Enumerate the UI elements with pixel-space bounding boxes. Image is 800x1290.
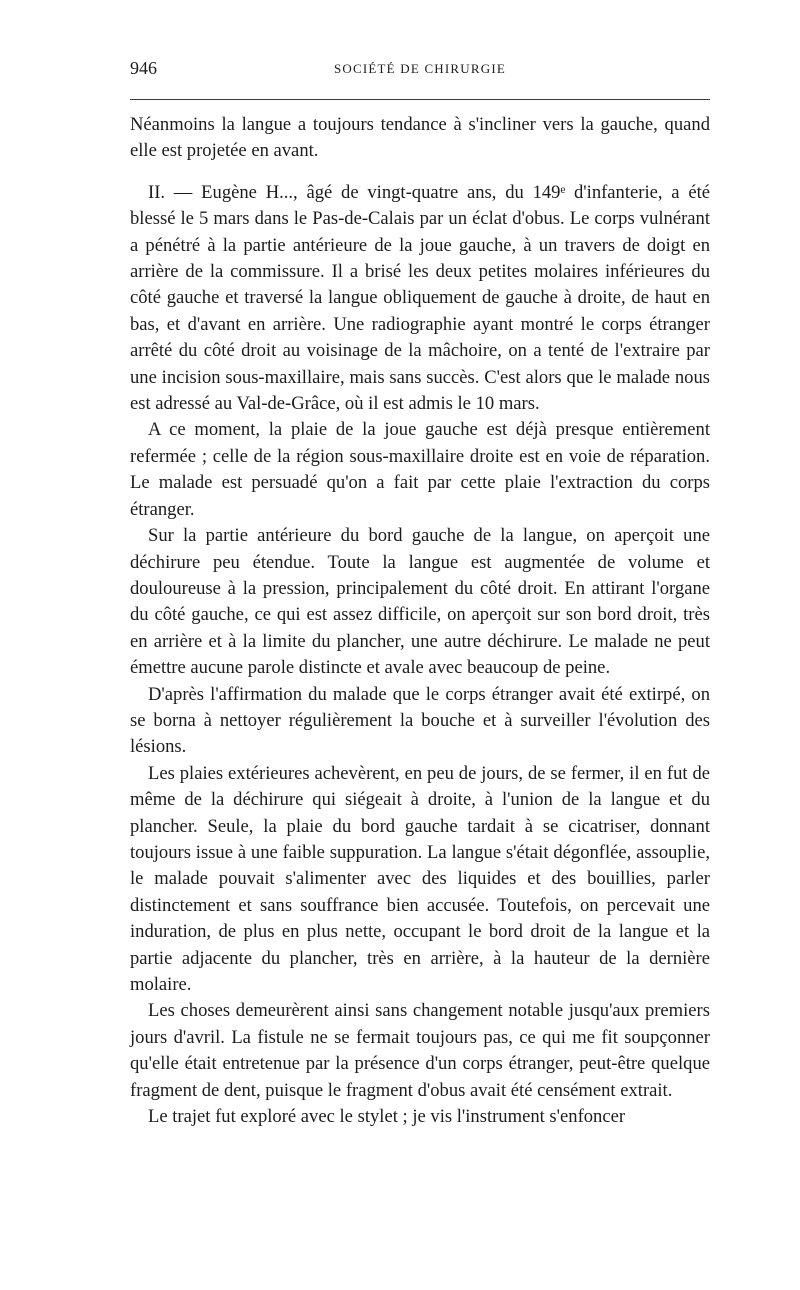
- paragraph-7: Les choses demeurèrent ainsi sans changement notable jusqu'aux premiers jours d'avril. La fistule ne se fermait toujours pas, ce qui me fit soupçonner qu'elle était entretenue par la présence d'un corps étranger, peut-être quelque fragment de dent, puisque le fragment d'obus avait été censément extrait.: [130, 1000, 710, 1101]
- page-body: [130, 112, 710, 1130]
- page-header: [130, 58, 710, 86]
- paragraph-8: Le trajet fut exploré avec le stylet ; je vis l'instrument s'enfoncer: [148, 1106, 626, 1128]
- header-rule: [130, 99, 710, 100]
- paragraph-3: A ce moment, la plaie de la joue gauche est déjà presque entièrement refermée ; celle de la région sous-maxillaire droite est en voie de réparation. Le malade est persuadé qu'on a fait par cette plaie l'extraction du corps étranger.: [130, 419, 710, 520]
- paragraph-1: Néanmoins la langue a toujours tendance à s'incliner vers la gauche, quand elle est projetée en avant.: [130, 114, 710, 162]
- paragraph-6: Les plaies extérieures achevèrent, en peu de jours, de se fermer, il en fut de même de la déchirure qui siégeait à droite, à l'union de la langue et du plancher. Seule, la plaie du bord gauche tardait à se cicatriser, donnant toujours issue à une faible suppuration. La langue s'était dégonflée, assouplie, le malade pouvait s'alimenter avec des liquides et des bouillies, parler distinctement et sans souffrance bien accusée. Toutefois, on percevait une induration, de plus en plus nette, occupant le bord droit de la langue et la partie adjacente du plancher, très en arrière, à la hauteur de la dernière molaire.: [130, 762, 710, 995]
- paragraph-4: Sur la partie antérieure du bord gauche de la langue, on aperçoit une déchirure peu étendue. Toute la langue est augmentée de volume et douloureuse à la pression, principalement du côté droit. En attirant l'organe du côté gauche, ce qui est assez difficile, on aperçoit sur son bord droit, très en arrière et à la limite du plancher, une autre déchirure. Le malade ne peut émettre aucune parole distincte et avale avec beaucoup de peine.: [130, 525, 710, 679]
- page-number: 946: [130, 58, 157, 78]
- paragraph-2: II. — Eugène H..., âgé de vingt-quatre ans, du 149ᵉ d'infanterie, a été blessé le 5 mars dans le Pas-de-Calais par un éclat d'obus. Le corps vulnérant a pénétré à la partie antérieure de la joue gauche, à un travers de doigt en arrière de la commissure. Il a brisé les deux petites molaires inférieures du côté gauche et traversé la langue obliquement de gauche à droite, de haut en bas, et d'avant en arrière. Une radiographie ayant montré le corps étranger arrêté du côté droit au voisinage de la mâchoire, on a tenté de l'extraire par une incision sous-maxillaire, mais sans succès. C'est alors que le malade nous est adressé au Val-de-Grâce, où il est admis le 10 mars.: [130, 181, 710, 415]
- running-title: SOCIÉTÉ DE CHIRURGIE: [333, 61, 507, 76]
- paragraph-5: D'après l'affirmation du malade que le corps étranger avait été extirpé, on se borna à nettoyer régulièrement la bouche et à surveiller l'évolution des lésions.: [130, 683, 710, 758]
